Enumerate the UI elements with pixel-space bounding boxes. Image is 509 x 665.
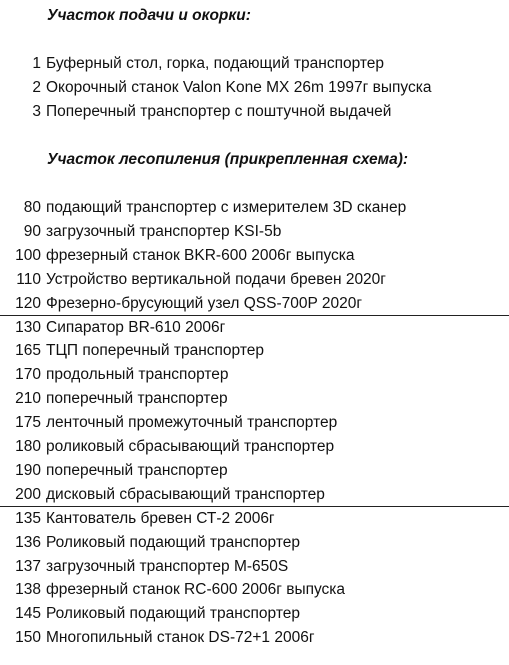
item-description: загрузочный транспортер KSI-5b (46, 222, 282, 240)
item-description: поперечный транспортер (46, 390, 228, 408)
item-description: фрезерный станок RC-600 2006г выпуска (46, 581, 346, 599)
section-heading-debarking: Участок подачи и окорки: (47, 7, 251, 24)
item-number: 120 (15, 294, 41, 312)
item-number: 1 (32, 55, 41, 72)
item-description: загрузочный транспортер М-650S (46, 557, 289, 575)
item-description: роликовый сбрасывающий транспортер (46, 438, 335, 455)
item-description: подающий транспортер с измерителем 3D сканер (46, 199, 407, 216)
item-description: Роликовый подающий транспортер (46, 605, 301, 623)
item-number: 2 (32, 78, 41, 96)
item-number: 165 (15, 342, 41, 360)
item-description: Буферный стол, горка, подающий транспортер (46, 55, 385, 72)
item-number: 145 (15, 605, 41, 623)
item-number: 200 (15, 485, 41, 503)
item-description: продольный транспортер (46, 366, 229, 384)
item-number: 130 (15, 318, 41, 336)
item-number: 135 (15, 509, 41, 527)
item-description: Роликовый подающий транспортер (46, 533, 301, 551)
item-description: Поперечный транспортер с поштучной выдачей (46, 102, 392, 120)
item-description: Сипаратор BR-610 2006г (46, 318, 226, 336)
item-description: ленточный промежуточный транспортер (46, 414, 338, 432)
item-number: 170 (15, 366, 41, 384)
item-number: 180 (15, 438, 41, 455)
item-number: 3 (32, 102, 41, 120)
item-description: дисковый сбрасывающий транспортер (46, 485, 325, 503)
item-number: 100 (15, 246, 41, 264)
item-description: Окорочный станок Valon Kone MX 26m 1997г выпуска (46, 78, 432, 96)
item-number: 90 (23, 222, 41, 240)
item-description: фрезерный станок BKR-600 2006г выпуска (46, 246, 355, 264)
item-number: 175 (15, 414, 41, 432)
item-description: ТЦП поперечный транспортер (46, 342, 264, 360)
item-number: 110 (16, 270, 41, 288)
item-number: 210 (15, 390, 41, 408)
item-number: 138 (15, 581, 41, 599)
item-description: Многопильный станок DS-72+1 2006г (46, 629, 315, 647)
item-number: 80 (23, 199, 41, 216)
item-number: 150 (15, 629, 41, 647)
item-number: 190 (15, 461, 41, 479)
item-description: поперечный транспортер (46, 461, 228, 479)
section-heading-sawmill: Участок лесопиления (прикрепленная схема): (47, 151, 409, 168)
item-number: 137 (15, 557, 41, 575)
item-description: Кантователь бревен СТ-2 2006г (46, 509, 275, 527)
item-description: Устройство вертикальной подачи бревен 2020г (46, 270, 386, 288)
item-number: 136 (15, 533, 41, 551)
item-description: Фрезерно-брусующий узел QSS-700P 2020г (46, 294, 362, 312)
